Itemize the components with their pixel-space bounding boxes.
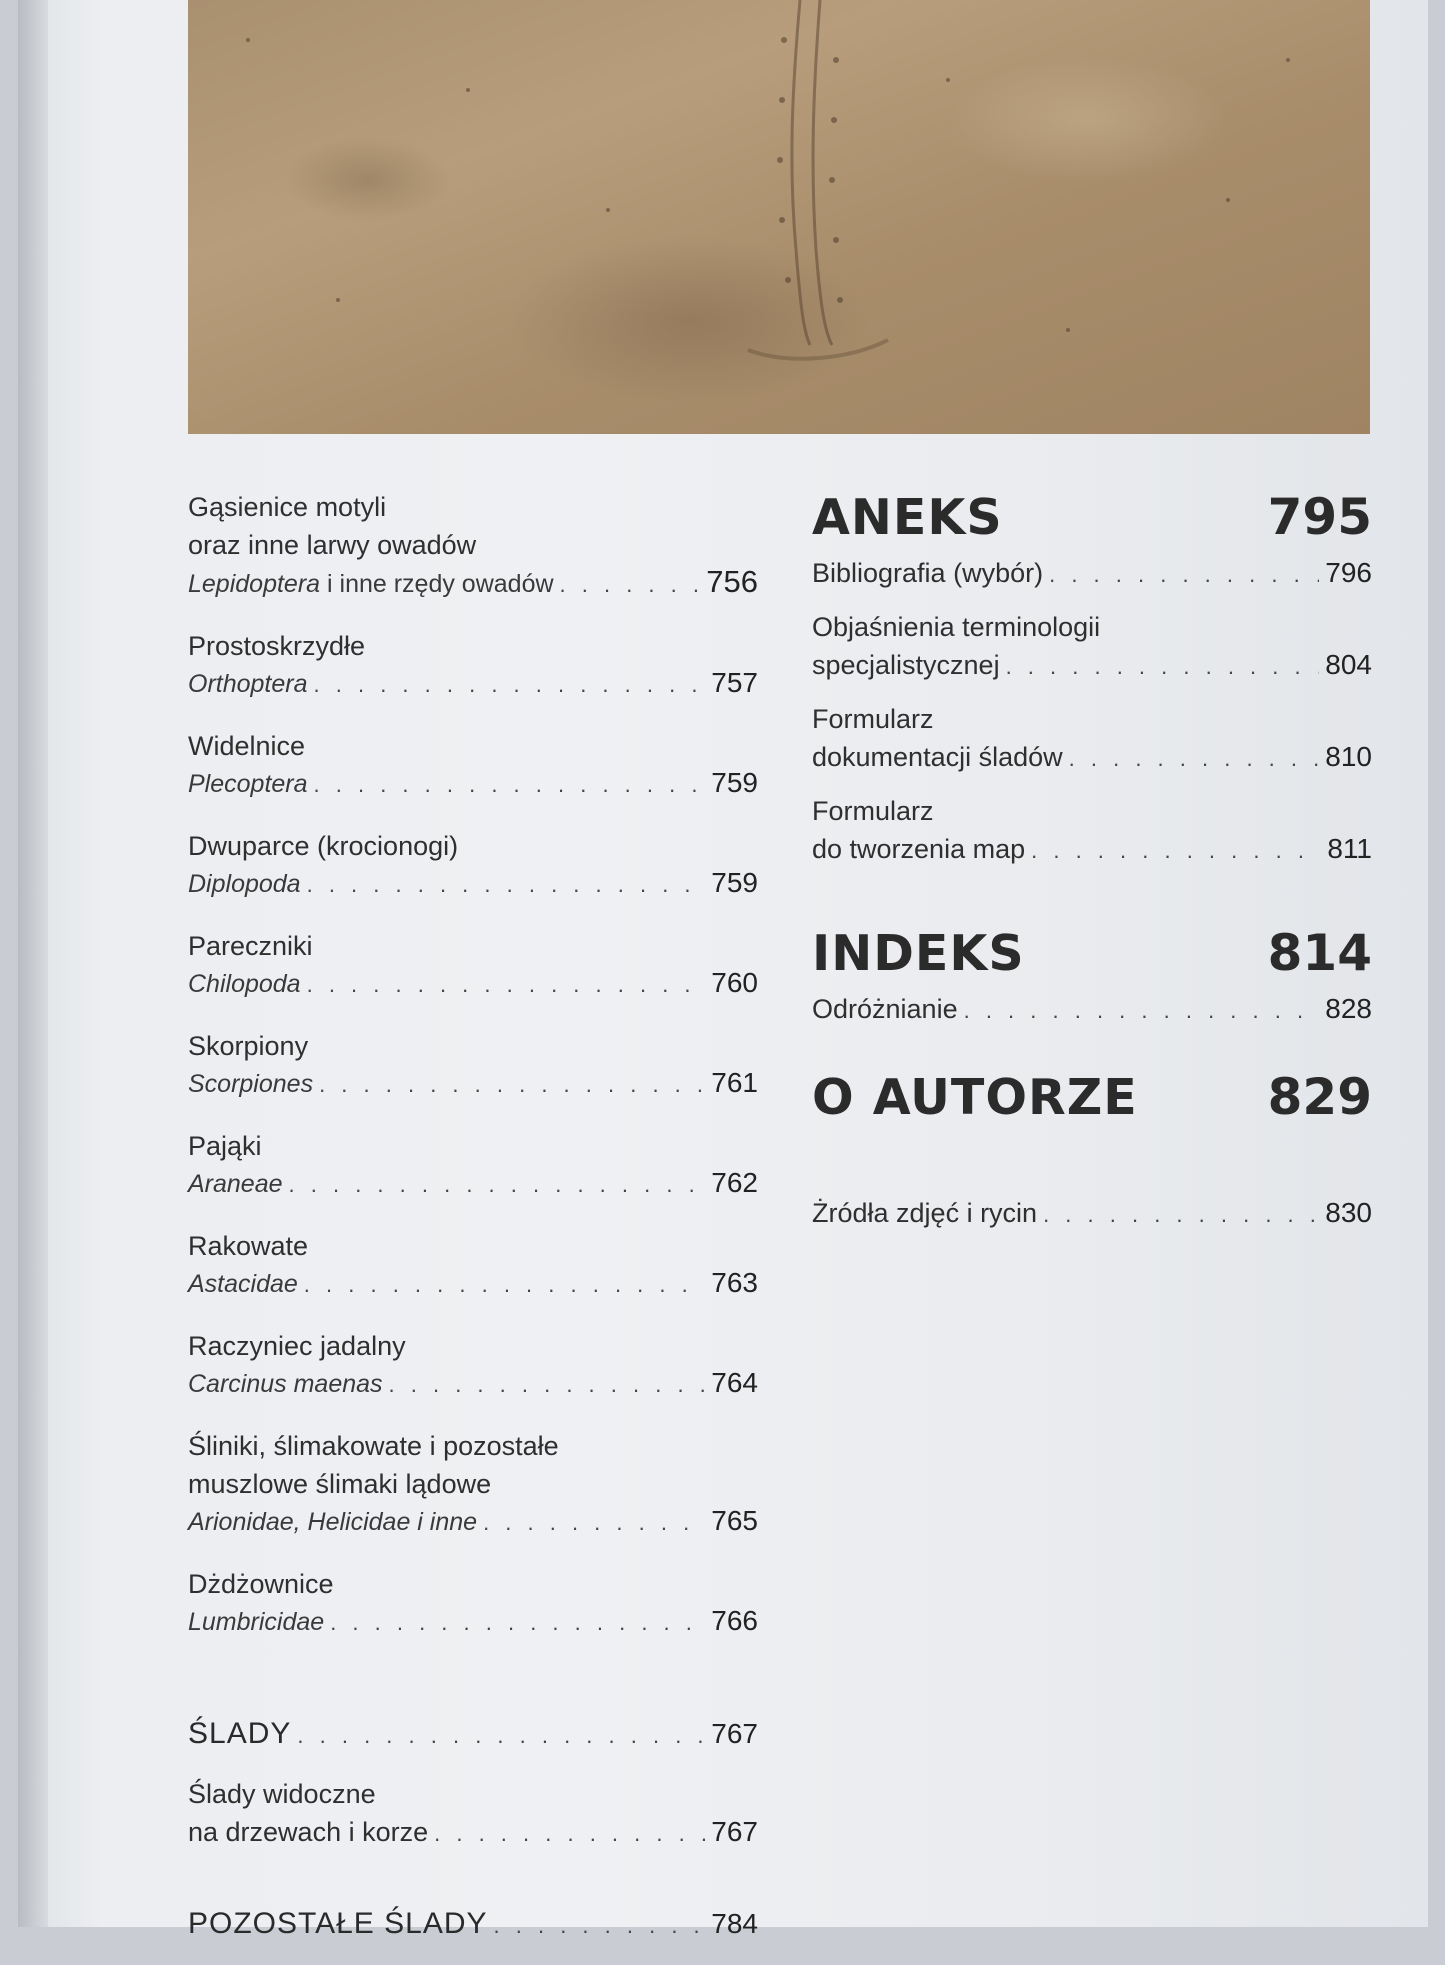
- dot-leader: [494, 1913, 706, 1939]
- section-page-number: 767: [711, 1718, 758, 1749]
- section-title: ANEKS: [812, 489, 1003, 546]
- entry-title-line: Rakowate: [188, 1231, 309, 1261]
- sand-track-photo: [188, 0, 1370, 434]
- section-page-number: 814: [1267, 924, 1372, 982]
- dot-leader: [434, 1815, 705, 1853]
- entry-title-line: Śliniki, ślimakowate i pozostałe: [188, 1431, 559, 1461]
- dot-leader: [1006, 648, 1320, 686]
- dot-leader: [1069, 740, 1320, 778]
- dot-leader: [307, 967, 706, 1003]
- entry-title-line: na drzewach i korze: [188, 1817, 429, 1847]
- toc-entry[interactable]: [188, 488, 758, 603]
- entry-title-line: Pająki: [188, 1131, 262, 1161]
- toc-entry[interactable]: [188, 827, 758, 903]
- section-page-number: 795: [1267, 488, 1372, 546]
- entry-page-number: 760: [711, 967, 758, 998]
- toc-entry[interactable]: [812, 700, 1372, 778]
- entry-title-line: Ślady widoczne: [188, 1779, 376, 1809]
- entry-title-line: do tworzenia map: [812, 834, 1026, 864]
- book-page: [18, 0, 1428, 1940]
- section-heading-aneks[interactable]: [812, 488, 1372, 546]
- book-spine: [18, 0, 48, 1927]
- toc-right-column: [812, 488, 1372, 1258]
- toc-entry[interactable]: [188, 927, 758, 1003]
- dot-leader: [483, 1505, 705, 1541]
- entry-latin-name: Chilopoda: [188, 970, 301, 998]
- dot-leader: [964, 992, 1320, 1030]
- entry-latin-name: Lepidoptera: [188, 570, 321, 598]
- entry-page-number: 767: [711, 1816, 758, 1847]
- toc-entry[interactable]: [188, 1775, 758, 1853]
- entry-page-number: 830: [1325, 1197, 1372, 1228]
- section-title: INDEKS: [812, 925, 1025, 982]
- toc-entry[interactable]: [812, 554, 1372, 594]
- entry-latin-name: Araneae: [188, 1170, 283, 1198]
- toc-entry[interactable]: [188, 627, 758, 703]
- toc-entry[interactable]: [188, 1227, 758, 1303]
- entry-page-number: 761: [711, 1067, 758, 1098]
- dot-leader: [297, 1723, 705, 1749]
- dot-leader: [560, 567, 701, 603]
- toc-entry[interactable]: [188, 1127, 758, 1203]
- toc-entry[interactable]: [812, 608, 1372, 686]
- entry-title-line: Prostoskrzydłe: [188, 631, 366, 661]
- dot-leader: [314, 667, 706, 703]
- toc-entry[interactable]: [188, 1565, 758, 1641]
- entry-title-line: Gąsienice motyli: [188, 492, 387, 522]
- section-heading-o-autorze[interactable]: [812, 1068, 1372, 1126]
- entry-title-line: dokumentacji śladów: [812, 742, 1063, 772]
- section-title: ŚLADY: [188, 1717, 292, 1750]
- entry-latin-name: Astacidae: [188, 1270, 298, 1298]
- dot-leader: [314, 767, 706, 803]
- entry-page-number: 759: [711, 867, 758, 898]
- dot-leader: [330, 1605, 705, 1641]
- insect-track-drawing: [188, 0, 1370, 434]
- entry-latin-name: Plecoptera: [188, 770, 308, 798]
- entry-title-line: Odróżnianie: [812, 994, 958, 1024]
- entry-page-number: 796: [1325, 557, 1372, 588]
- entry-title-line: oraz inne larwy owadów: [188, 530, 477, 560]
- section-title: O AUTORZE: [812, 1069, 1138, 1126]
- entry-page-number: 765: [711, 1505, 758, 1536]
- toc-section-slady[interactable]: [188, 1717, 758, 1751]
- entry-title-line: Raczyniec jadalny: [188, 1331, 406, 1361]
- toc-entry[interactable]: [188, 1027, 758, 1103]
- entry-title-line: Bibliografia (wybór): [812, 558, 1044, 588]
- toc-entry[interactable]: [812, 990, 1372, 1030]
- toc-entry[interactable]: [188, 727, 758, 803]
- section-title: POZOSTAŁE ŚLADY: [188, 1907, 488, 1940]
- dot-leader: [1049, 556, 1319, 594]
- toc-section-pozostale-slady[interactable]: [188, 1907, 758, 1941]
- entry-page-number: 759: [711, 767, 758, 798]
- toc-entry[interactable]: [188, 1327, 758, 1403]
- toc-entry[interactable]: [812, 792, 1372, 870]
- dot-leader: [307, 867, 706, 903]
- section-heading-indeks[interactable]: [812, 924, 1372, 982]
- entry-page-number: 804: [1325, 649, 1372, 680]
- entry-title-line: Pareczniki: [188, 931, 313, 961]
- entry-latin-name: Diplopoda: [188, 870, 301, 898]
- entry-title-line: Widelnice: [188, 731, 306, 761]
- entry-latin-name: Orthoptera: [188, 670, 308, 698]
- dot-leader: [319, 1067, 705, 1103]
- entry-title-line: Żródła zdjęć i rycin: [812, 1198, 1038, 1228]
- section-page-number: 829: [1267, 1068, 1372, 1126]
- dot-leader: [1043, 1196, 1319, 1234]
- entry-page-number: 828: [1325, 993, 1372, 1024]
- entry-title-line: Formularz: [812, 796, 934, 826]
- toc-entry[interactable]: [188, 1427, 758, 1541]
- entry-page-number: 762: [711, 1167, 758, 1198]
- entry-latin-rest: i inne rzędy owadów: [320, 570, 554, 598]
- entry-page-number: 811: [1327, 833, 1372, 864]
- entry-title-line: Skorpiony: [188, 1031, 309, 1061]
- dot-leader: [389, 1367, 706, 1403]
- entry-page-number: 757: [711, 667, 758, 698]
- entry-title-line: muszlowe ślimaki lądowe: [188, 1469, 492, 1499]
- entry-page-number: 810: [1325, 741, 1372, 772]
- dot-leader: [1031, 832, 1321, 870]
- entry-title-line: specjalistycznej: [812, 650, 1000, 680]
- entry-latin-name: Scorpiones: [188, 1070, 314, 1098]
- entry-page-number: 763: [711, 1267, 758, 1298]
- entry-latin-name: Arionidae, Helicidae i inne: [188, 1508, 478, 1536]
- entry-page-number: 766: [711, 1605, 758, 1636]
- entry-latin-name: Carcinus maenas: [188, 1370, 383, 1398]
- dot-leader: [289, 1167, 706, 1203]
- entry-title-line: Dwuparce (krocionogi): [188, 831, 459, 861]
- entry-latin-name: Lumbricidae: [188, 1608, 325, 1636]
- toc-entry[interactable]: [812, 1194, 1372, 1234]
- entry-title-line: Objaśnienia terminologii: [812, 612, 1101, 642]
- entry-title-line: Dżdżownice: [188, 1569, 334, 1599]
- entry-page-number: 756: [706, 564, 758, 599]
- dot-leader: [304, 1267, 705, 1303]
- toc-left-column: [188, 488, 758, 1965]
- entry-page-number: 764: [711, 1367, 758, 1398]
- section-page-number: 784: [711, 1908, 758, 1939]
- entry-title-line: Formularz: [812, 704, 934, 734]
